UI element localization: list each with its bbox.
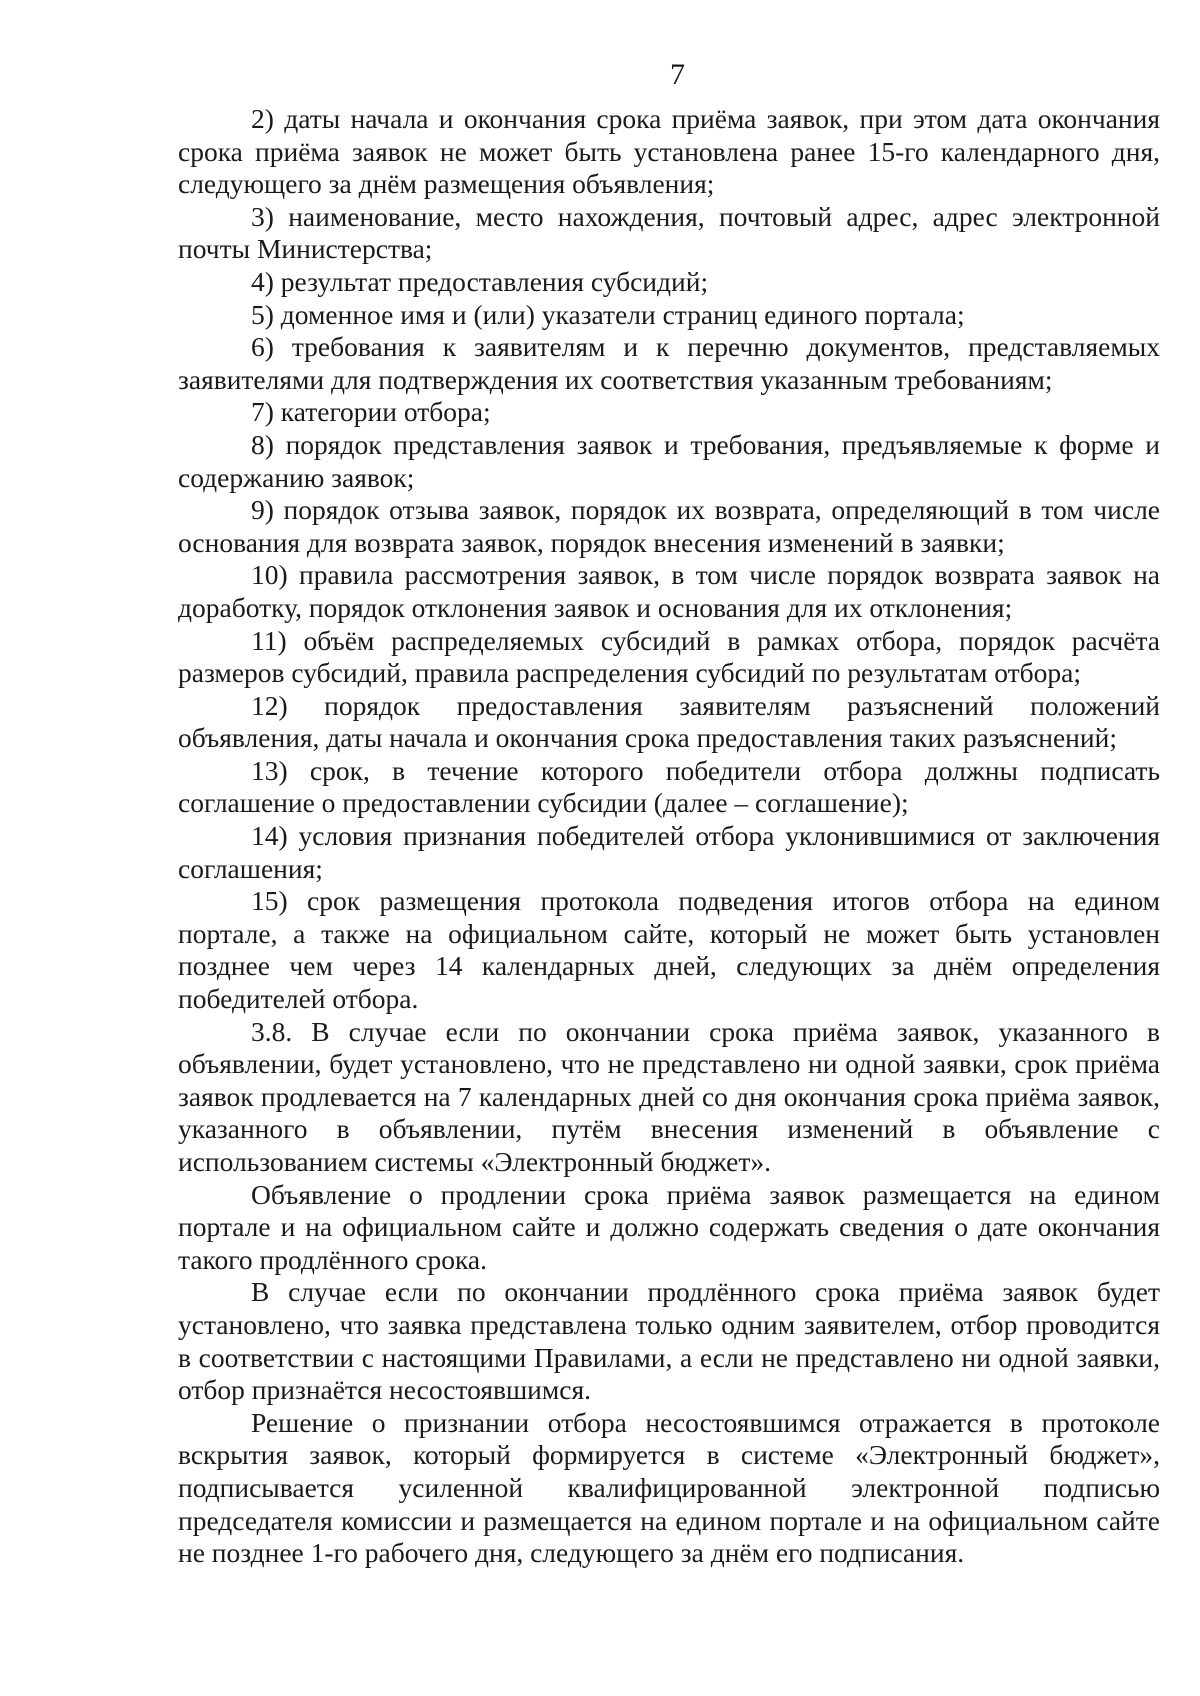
section-3-8-paragraph: 3.8. В случае если по окончании срока приёма заявок, указанного в объявлении, будет установлено, что не представлено ни одной заявки, срок приёма заявок продлевается на 7 календарных дней со дня окончания срока приёма заявок, указанного в объявлении, путём внесения изменений в объявление с использованием системы «Электронный бюджет». (178, 1015, 1160, 1177)
list-item-7: 7) категории отбора; (251, 396, 491, 428)
list-item-10: 10) правила рассмотрения заявок, в том числе порядок возврата заявок на доработку, порядок отклонения заявок и основания для их отклонения; (178, 559, 1160, 623)
list-item-4: 4) результат предоставления субсидий; (251, 265, 709, 297)
list-item-14: 14) условия признания победителей отбора уклонившимися от заключения соглашения; (178, 820, 1160, 884)
list-item-3: 3) наименование, место нахождения, почтовый адрес, адрес электронной почты Министерства; (178, 200, 1160, 265)
list-item-11: 11) объём распределяемых субсидий в рамках отбора, порядок расчёта размеров субсидий, правила распределения субсидий по результатам отбора; (178, 624, 1160, 689)
single-applicant-paragraph: В случае если по окончании продлённого срока приёма заявок будет установлено, что заявка представлена только одним заявителем, отбор проводится в соответствии с настоящими Правилами, а если не представлено ни одной заявки, отбор признаётся несостоявшимся. (178, 1276, 1160, 1406)
list-item-15: 15) срок размещения протокола подведения итогов отбора на едином портале, а также на официальном сайте, который не может быть установлен позднее чем через 14 календарных дней, следующих за днём определения победителей отбора. (178, 885, 1160, 1015)
failed-selection-decision-paragraph: Решение о признании отбора несостоявшимся отражается в протоколе вскрытия заявок, который формируется в системе «Электронный бюджет», подписывается усиленной квалифицированной электронной подписью председателя комиссии и размещается на едином портале и на официальном сайте не позднее 1-го рабочего дня, следующего за днём его подписания. (178, 1406, 1160, 1569)
page-number: 7 (670, 58, 685, 91)
list-item-13: 13) срок, в течение которого победители отбора должны подписать соглашение о предоставлении субсидии (далее – соглашение); (178, 754, 1160, 819)
document-body (178, 103, 1160, 1570)
list-item-9: 9) порядок отзыва заявок, порядок их возврата, определяющий в том числе основания для возврата заявок, порядок внесения изменений в заявки; (178, 494, 1160, 558)
list-item-5: 5) доменное имя и (или) указатели страниц единого портала; (251, 298, 965, 330)
list-item-6: 6) требования к заявителям и к перечню документов, представляемых заявителями для подтверждения их соответствия указанным требованиям; (178, 331, 1160, 395)
list-item-2: 2) даты начала и окончания срока приёма заявок, при этом дата окончания срока приёма заявок не может быть установлена ранее 15-го календарного дня, следующего за днём размещения объявления; (178, 103, 1160, 200)
extension-announcement-paragraph: Объявление о продлении срока приёма заявок размещается на едином портале и на официальном сайте и должно содержать сведения о дате окончания такого продлённого срока. (178, 1178, 1160, 1275)
list-item-8: 8) порядок представления заявок и требования, предъявляемые к форме и содержанию заявок; (178, 428, 1160, 493)
list-item-12: 12) порядок предоставления заявителям разъяснений положений объявления, даты начала и окончания срока предоставления таких разъяснений; (178, 689, 1160, 754)
